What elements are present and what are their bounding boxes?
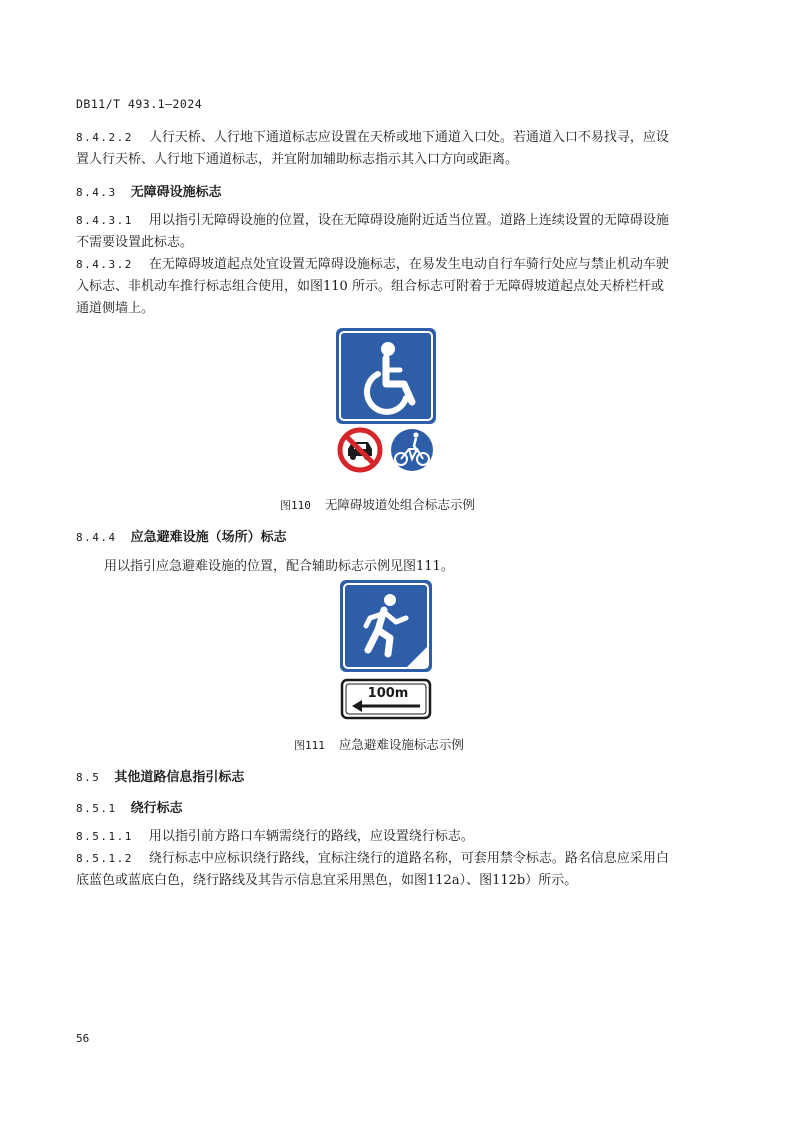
clause-8-4-2-2-line2: 置人行天桥、人行地下通道标志，并宜附加辅助标志指示其入口方向或距离。 — [76, 152, 519, 167]
section-number: 8.4.4 — [76, 531, 117, 544]
section-8-4-4-body: 用以指引应急避难设施的位置，配合辅助标志示例见图111。 — [104, 559, 454, 574]
figure-number: 图110 — [280, 499, 311, 512]
document-header: DB11/T 493.1—2024 — [76, 97, 203, 111]
distance-label: 100m — [367, 686, 409, 701]
accessibility-sign — [336, 328, 436, 424]
clause-text: 在无障碍坡道起点处宜设置无障碍设施标志，在易发生电动自行车骑行处应与禁止机动车驶 — [148, 257, 669, 272]
page-number: 56 — [76, 1032, 90, 1045]
clause-8-4-3-1-line2: 不需要设置此标志。 — [76, 235, 194, 250]
section-number: 8.5 — [76, 771, 101, 784]
emergency-shelter-sign — [340, 580, 432, 672]
section-heading-8-5 — [76, 766, 244, 785]
clause-8-4-3-1-line1 — [76, 210, 669, 231]
clause-8-4-3-2-line2: 入标志、非机动车推行标志组合使用，如图110 所示。组合标志可附着于无障碍坡道起点处天桥栏杆或 — [76, 279, 664, 294]
section-title: 其他道路信息指引标志 — [114, 770, 245, 785]
distance-auxiliary-sign — [342, 680, 430, 718]
clause-8-5-1-1-line1 — [76, 826, 474, 847]
clause-8-4-3-2-line1 — [76, 254, 669, 275]
figure-111-caption — [294, 735, 464, 753]
section-title: 无障碍设施标志 — [130, 185, 222, 200]
clause-text: 绕行标志中应标识绕行路线，宜标注绕行的道路名称，可套用禁令标志。路名信息应采用白 — [148, 851, 669, 866]
section-heading-8-4-4 — [76, 526, 287, 545]
clause-8-5-1-2-line1 — [76, 848, 669, 869]
section-heading-8-5-1 — [76, 797, 183, 816]
clause-number: 8.4.3.2 — [76, 258, 133, 271]
clause-text: 用以指引无障碍设施的位置，设在无障碍设施附近适当位置。道路上连续设置的无障碍设施 — [148, 213, 669, 228]
section-number: 8.4.3 — [76, 186, 117, 199]
bicycle-push-sign — [388, 427, 436, 474]
clause-text: 人行天桥、人行地下通道标志应设置在天桥或地下通道入口处。若通道入口不易找寻，应设 — [148, 130, 669, 145]
clause-number: 8.4.3.1 — [76, 214, 133, 227]
figure-110-caption — [280, 495, 475, 513]
figure-110-sign-group — [336, 328, 436, 474]
clause-8-4-2-2-line1 — [76, 127, 669, 148]
figure-title: 应急避难设施标志示例 — [338, 737, 464, 752]
section-title: 应急避难设施（场所）标志 — [130, 530, 287, 545]
clause-8-5-1-2-line2: 底蓝色或蓝底白色，绕行路线及其告示信息宜采用黑色，如图112a）、图112b）所示。 — [76, 873, 578, 888]
clause-number: 8.4.2.2 — [76, 131, 133, 144]
clause-8-4-3-2-line3: 通道侧墙上。 — [76, 301, 155, 316]
no-motor-vehicle-sign — [336, 427, 384, 474]
figure-number: 图111 — [294, 739, 325, 752]
section-number: 8.5.1 — [76, 802, 117, 815]
clause-number: 8.5.1.2 — [76, 852, 133, 865]
clause-number: 8.5.1.1 — [76, 830, 133, 843]
figure-111-sign-group — [340, 580, 432, 720]
section-title: 绕行标志 — [130, 801, 183, 816]
figure-title: 无障碍坡道处组合标志示例 — [324, 497, 475, 512]
clause-text: 用以指引前方路口车辆需绕行的路线，应设置绕行标志。 — [148, 829, 474, 844]
section-heading-8-4-3 — [76, 181, 222, 200]
